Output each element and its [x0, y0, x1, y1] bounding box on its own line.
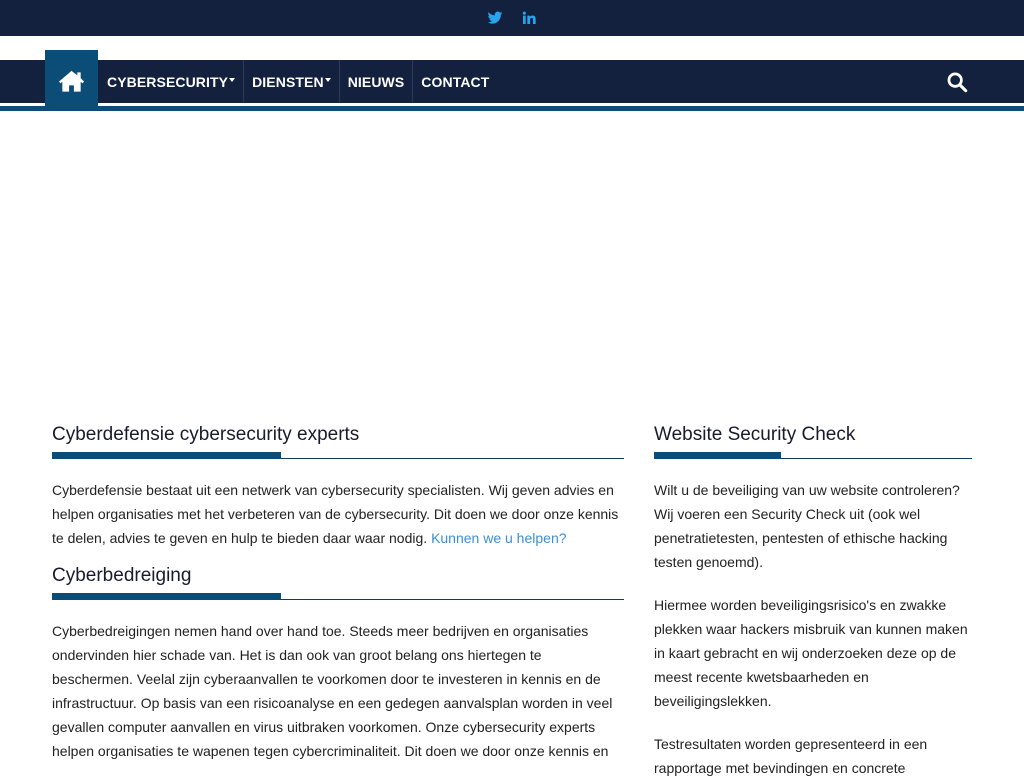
heading-underline [52, 591, 624, 600]
home-button[interactable] [45, 50, 98, 111]
nav-item-contact[interactable] [413, 60, 497, 103]
dropdown-caret-icon [229, 78, 235, 82]
nav-item-label: DIENSTEN [252, 73, 324, 90]
main-menu [98, 60, 497, 103]
nav-item-diensten[interactable] [244, 60, 340, 103]
nav-item-label: CYBERSECURITY [107, 73, 229, 90]
sidebar [654, 420, 972, 780]
section-title: Cyberdefensie cybersecurity experts [52, 424, 360, 445]
nav-item-cybersecurity[interactable] [98, 60, 244, 103]
sidebar-paragraph: Wilt u de beveiliging van uw website controleren? Wij voeren een Security Check uit (ook wel penetratietesten, pentesten of ethische hacking testen genoemd). [654, 482, 960, 570]
nav-accent-stripe [0, 106, 1024, 111]
section-body-text: Cyberdefensie bestaat uit een netwerk van cybersecurity specialisten. Wij geven advies en helpen organisaties met het verbeteren van de cybersecurity. Dit doen we door onze kennis te delen, advies te geven en hulp te bieden daar waar nodig. [52, 482, 619, 546]
dropdown-caret-icon [325, 78, 331, 82]
search-button[interactable] [946, 71, 968, 93]
nav-item-label: CONTACT [421, 73, 490, 90]
top-social-bar [0, 0, 1024, 36]
heading-underline [52, 450, 624, 459]
nav-item-label: NIEUWS [347, 73, 405, 90]
heading-underline [654, 450, 972, 459]
twitter-icon[interactable] [487, 10, 503, 26]
sidebar-title: Website Security Check [654, 424, 856, 445]
nav-item-nieuws[interactable] [340, 60, 414, 103]
sidebar-paragraph: Testresultaten worden gepresenteerd in een rapportage met bevindingen en concrete [654, 736, 928, 776]
linkedin-icon[interactable] [521, 10, 537, 26]
home-icon [58, 69, 85, 93]
search-icon [946, 71, 968, 93]
main-content [52, 420, 624, 763]
section-body: Cyberbedreigingen nemen hand over hand toe. Steeds meer bedrijven en organisaties ondervinden hier schade van. Het is dan ook van groot belang ons hiertegen te beschermen. Veelal zijn cyberaanvallen te voorkomen door te investeren in kennis en de infrastructuur. Op basis van een risicoanalyse en een gedegen aanvalsplan worden in veel gevallen computer aanvallen en virus uitbraken voorkomen. Onze cybersecurity experts helpen organisaties te wapenen tegen cybercriminaliteit. Dit doen we door onze kennis en [52, 623, 613, 759]
section-title: Cyberbedreiging [52, 565, 192, 586]
section-body [52, 478, 624, 550]
help-link[interactable]: Kunnen we u helpen? [431, 530, 567, 546]
sidebar-paragraph: Hiermee worden beveiligingsrisico's en zwakke plekken waar hackers misbruik van kunnen maken in kaart gebracht en wij onderzoeken deze op de meest recente kwetsbaarheden en beveiligingslekken. [654, 597, 968, 709]
